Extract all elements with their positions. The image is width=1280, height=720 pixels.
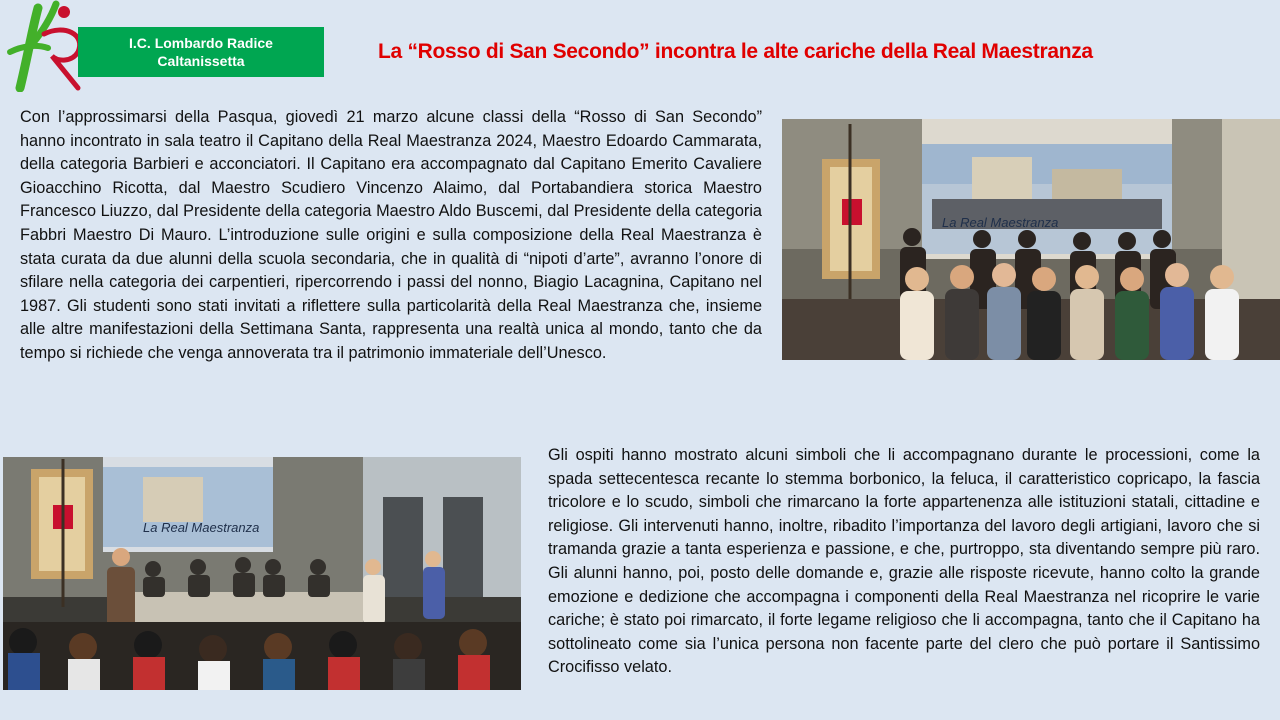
page-title: La “Rosso di San Secondo” incontra le alte cariche della Real Maestranza — [378, 40, 1093, 63]
stage-photo-screen-text: La Real Maestranza — [143, 520, 260, 535]
stage-photo — [3, 457, 521, 690]
group-photo — [782, 119, 1280, 360]
group-photo-screen-text: La Real Maestranza — [942, 215, 1059, 230]
article-paragraph-2: Gli ospiti hanno mostrato alcuni simboli che li accompagnano durante le processioni, come la spada settecentesca recante lo stemma borbonico, la feluca, il caratteristico copricapo, la fascia tricolore e lo scudo, simboli che rimarcano la forte appartenenza alle istituzioni statali, cittadine e religiose. Gli intervenuti hanno, inoltre, ribadito l’importanza del lavoro degli artigiani, lavoro che si tramanda grazie a tanta esperienza e passione, e che, purtroppo, sta diventando sempre più raro. Gli alunni hanno, poi, posto delle domande e, grazie alle risposte ricevute, hanno colto la grande emozione e dedizione che accompagna i componenti della Real Maestranza nel ricoprire le varie cariche; è stato poi rimarcato, il forte legame religioso che li accompagna, tanto che il Capitano ha sottolineato come sia l’unica persona non facente parte del clero che può portare il Santissimo Crocifisso velato. — [548, 446, 1260, 677]
school-name-box — [78, 27, 324, 77]
article-paragraph-1: Con l’approssimarsi della Pasqua, giovedì 21 marzo alcune classi della “Rosso di San Secondo” hanno incontrato in sala teatro il Capitano della Real Maestranza 2024, Maestro Edoardo Cammarata, della categoria Barbieri e acconciatori. Il Capitano era accompagnato dal Capitano Emerito Cavaliere Gioacchino Ricotta, dal Maestro Scudiero Vincenzo Alaimo, dal Portabandiera storica Maestro Francesco Liuzzo, dal Presidente della categoria Maestro Aldo Buscemi, dal Presidente della categoria Fabbri Maestro Di Mauro. L’introduzione sulle origini e sulla composizione della Real Maestranza è stata curata da due alunni della scuola secondaria, che in qualità di “nipoti d’arte”, avranno l’onore di sfilare nella categoria dei carpentieri, ripercorrendo i passi del nonno, Biagio Lacagnina, Capitano nel 1987. Gli studenti sono stati invitati a riflettere sulla particolarità della Real Maestranza che, insieme alle altre manifestazioni della Settimana Santa, rappresenta una realtà unica al mondo, tanto che da tempo si richiede che venga annoverata tra il patrimonio immateriale dell’Unesco. — [20, 108, 762, 362]
school-city: Caltanissetta — [157, 53, 245, 69]
school-name: I.C. Lombardo Radice — [129, 35, 273, 51]
